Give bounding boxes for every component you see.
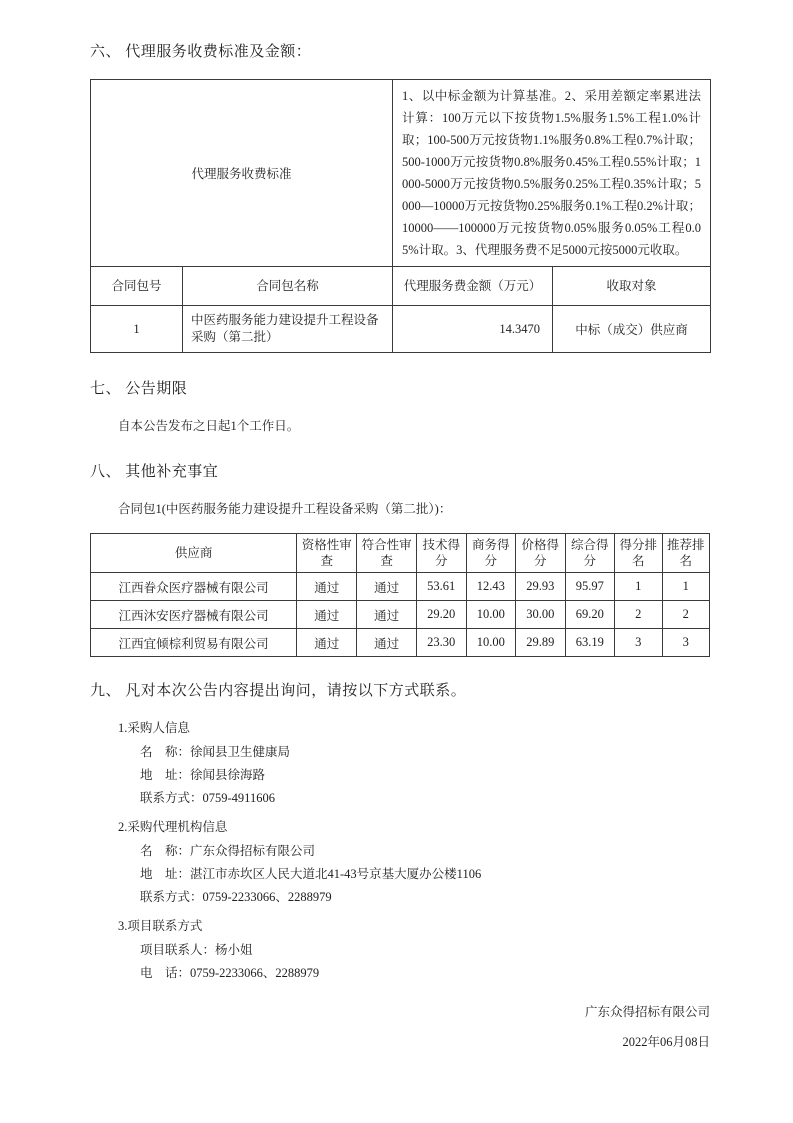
- header-price-score: 价格得分: [516, 534, 566, 573]
- signature-date: 2022年06月08日: [622, 1035, 710, 1049]
- agency-name-value: 广东众得招标有限公司: [190, 844, 316, 858]
- supplier-name: 江西眷众医疗器械有限公司: [91, 573, 297, 601]
- recommend-rank: 3: [662, 629, 710, 657]
- score-table-row: [91, 629, 710, 657]
- purchaser-contact-label: 联系方式：: [140, 791, 203, 805]
- agency-group-label: 2.采购代理机构信息: [118, 820, 228, 834]
- project-person-value: 杨小姐: [215, 943, 253, 957]
- section8-body: 合同包1(中医药服务能力建设提升工程设备采购（第二批）)：: [118, 502, 452, 516]
- price-score: 30.00: [516, 601, 566, 629]
- purchaser-address-line: [140, 769, 710, 782]
- project-contact-info: [90, 916, 710, 980]
- purchaser-contact-value: 0759-4911606: [202, 791, 275, 805]
- package-name-value: 中医药服务能力建设提升工程设备采购（第二批）: [183, 306, 393, 353]
- purchaser-contact-line: [140, 792, 710, 805]
- technical-score: 23.30: [416, 629, 466, 657]
- section7: [90, 377, 710, 434]
- total-score: 95.97: [565, 573, 615, 601]
- purchaser-name-label: 名 称：: [140, 745, 191, 759]
- header-total-score: 综合得分: [565, 534, 615, 573]
- total-score: 69.20: [565, 601, 615, 629]
- conformity-result: 通过: [357, 629, 417, 657]
- header-fee-amount: 代理服务费金额（万元）: [393, 267, 553, 306]
- agency-contact-value: 0759-2233066、2288979: [202, 890, 332, 904]
- conformity-result: 通过: [357, 573, 417, 601]
- header-conformity-review: 符合性审查: [357, 534, 417, 573]
- fee-table-header-row: [91, 267, 711, 306]
- purchaser-address-label: 地 址：: [140, 768, 191, 782]
- agency-contact-label: 联系方式：: [140, 890, 203, 904]
- signature-company: 广东众得招标有限公司: [584, 1005, 710, 1019]
- agency-address-value: 湛江市赤坎区人民大道北41-43号京基大厦办公楼1106: [190, 867, 482, 881]
- fee-amount-value: 14.3470: [393, 306, 553, 353]
- total-score: 63.19: [565, 629, 615, 657]
- qualification-result: 通过: [297, 573, 357, 601]
- header-technical-score: 技术得分: [416, 534, 466, 573]
- purchaser-name-line: [140, 746, 710, 759]
- section7-heading: 七、 公告期限: [90, 381, 188, 397]
- agency-name-label: 名 称：: [140, 844, 191, 858]
- recommend-rank: 1: [662, 573, 710, 601]
- header-qualification-review: 资格性审查: [297, 534, 357, 573]
- fee-table: [90, 79, 711, 353]
- conformity-result: 通过: [357, 601, 417, 629]
- header-recommend-rank: 推荐排名: [662, 534, 710, 573]
- commercial-score: 10.00: [466, 601, 516, 629]
- project-phone-label: 电 话：: [140, 966, 191, 980]
- score-rank: 3: [615, 629, 662, 657]
- agency-address-line: [140, 868, 710, 881]
- section8: [90, 460, 710, 657]
- section7-body: 自本公告发布之日起1个工作日。: [118, 419, 300, 433]
- score-rank: 2: [615, 601, 662, 629]
- purchaser-group-label: 1.采购人信息: [118, 721, 190, 735]
- price-score: 29.93: [516, 573, 566, 601]
- section6-heading: 六、 代理服务收费标准及金额：: [90, 44, 312, 60]
- header-package-name: 合同包名称: [183, 267, 393, 306]
- price-score: 29.89: [516, 629, 566, 657]
- agency-address-label: 地 址：: [140, 867, 191, 881]
- project-person-line: [140, 944, 710, 957]
- supplier-name: 江西沐安医疗器械有限公司: [91, 601, 297, 629]
- qualification-result: 通过: [297, 601, 357, 629]
- technical-score: 53.61: [416, 573, 466, 601]
- header-score-rank: 得分排名: [615, 534, 662, 573]
- project-phone-line: [140, 967, 710, 980]
- project-person-label: 项目联系人：: [140, 943, 216, 957]
- score-table-row: [91, 601, 710, 629]
- score-rank: 1: [615, 573, 662, 601]
- header-fee-target: 收取对象: [553, 267, 711, 306]
- section9-heading: 九、 凡对本次公告内容提出询问，请按以下方式联系。: [90, 683, 467, 699]
- purchaser-address-value: 徐闻县徐海路: [190, 768, 266, 782]
- project-group-label: 3.项目联系方式: [118, 919, 203, 933]
- section8-heading: 八、 其他补充事宜: [90, 464, 219, 480]
- qualification-result: 通过: [297, 629, 357, 657]
- agency-info: [90, 817, 710, 904]
- purchaser-name-value: 徐闻县卫生健康局: [190, 745, 291, 759]
- technical-score: 29.20: [416, 601, 466, 629]
- fee-standard-description: 1、以中标金额为计算基准。2、采用差额定率累进法计算：100万元以下按货物1.5%服务1.5%工程1.0%计取；100-500万元按货物1.1%服务0.8%工程0.7%计取；500-1000万元按货物0.8%服务0.45%工程0.55%计取；1000-5000万元按货物0.5%服务0.25%工程0.35%计取；5000—10000万元按货物0.25%服务0.1%工程0.2%计取；10000——100000万元按货物0.05%服务0.05%工程0.05%计取。3、代理服务费不足5000元按5000元收取。: [393, 80, 711, 267]
- agency-contact-line: [140, 891, 710, 904]
- section9: [90, 679, 710, 980]
- header-package-no: 合同包号: [91, 267, 183, 306]
- signature-block: [90, 1002, 710, 1050]
- agency-name-line: [140, 845, 710, 858]
- project-phone-value: 0759-2233066、2288979: [190, 966, 320, 980]
- package-no-value: 1: [91, 306, 183, 353]
- supplier-name: 江西宜倾棕利贸易有限公司: [91, 629, 297, 657]
- fee-table-data-row: [91, 306, 711, 353]
- commercial-score: 12.43: [466, 573, 516, 601]
- score-table-header-row: [91, 534, 710, 573]
- recommend-rank: 2: [662, 601, 710, 629]
- purchaser-info: [90, 718, 710, 805]
- fee-standard-row: [91, 80, 711, 267]
- header-supplier: 供应商: [91, 534, 297, 573]
- commercial-score: 10.00: [466, 629, 516, 657]
- score-table: [90, 533, 710, 657]
- fee-target-value: 中标（成交）供应商: [553, 306, 711, 353]
- fee-standard-label: 代理服务收费标准: [91, 80, 393, 267]
- score-table-row: [91, 573, 710, 601]
- header-commercial-score: 商务得分: [466, 534, 516, 573]
